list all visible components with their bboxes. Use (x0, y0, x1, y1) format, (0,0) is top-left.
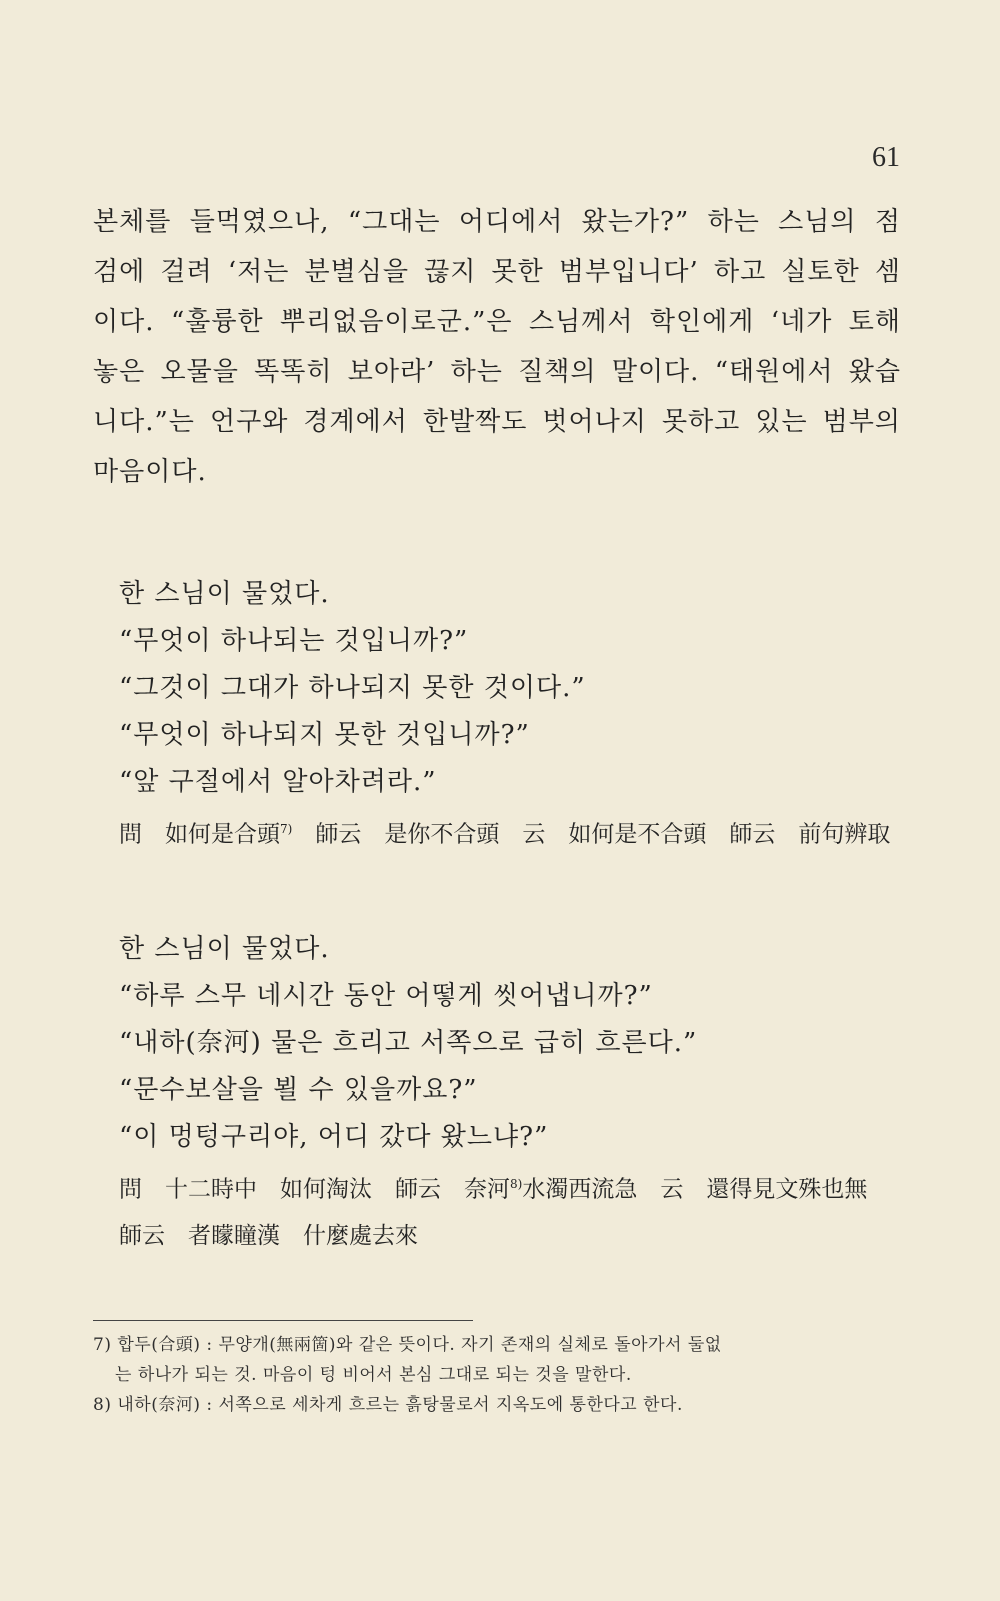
dialog-line: “하루 스무 네시간 동안 어떻게 씻어냅니까?” (119, 981, 653, 1011)
dialog-line: “무엇이 하나되지 못한 것입니까?” (119, 720, 530, 750)
footnote-7: 7) 합두(合頭) : 무양개(無兩箇)와 같은 뜻이다. 자기 존재의 실체로 돌아가서 둘없 (93, 1335, 722, 1355)
dialog-section-1 (93, 571, 901, 858)
dialog-line: 한 스님이 물었다. (119, 579, 330, 609)
hanja-original-text: 問 十二時中 如何淘汰 師云 奈河$^{8)}$水濁西流急 云 還得見文殊也無 (119, 1176, 868, 1203)
paragraph-line: 이다. “훌륭한 뿌리없음이로군.”은 스님께서 학인에게 ‘네가 토해 (93, 307, 901, 337)
hanja-original-text: 問 如何是合頭$^{7)}$ 師云 是你不合頭 云 如何是不合頭 師云 前句辨取 (119, 821, 891, 848)
dialog-line: “앞 구절에서 알아차려라.” (119, 767, 437, 797)
dialog-line: “내하(奈河) 물은 흐리고 서쪽으로 급히 흐른다.” (119, 1028, 698, 1058)
paragraph-line: 니다.”는 언구와 경계에서 한발짝도 벗어나지 못하고 있는 범부의 (93, 407, 901, 437)
footnote-7-cont: 는 하나가 되는 것. 마음이 텅 비어서 본심 그대로 되는 것을 말한다. (115, 1365, 632, 1385)
footnote-divider (93, 1320, 473, 1321)
footnotes (93, 1330, 903, 1420)
dialog-line: 한 스님이 물었다. (119, 934, 330, 964)
hanja-original-text: 師云 者矇瞳漢 什麼處去來 (119, 1222, 418, 1249)
footnote-8: 8) 내하(奈河) : 서쪽으로 세차게 흐르는 흙탕물로서 지옥도에 통한다고 한다. (93, 1395, 683, 1415)
main-paragraph (93, 197, 901, 497)
footnote-ref: 7) (280, 822, 293, 836)
dialog-section-2 (93, 926, 901, 1259)
paragraph-line: 본체를 들먹였으나, “그대는 어디에서 왔는가?” 하는 스님의 점 (93, 207, 901, 237)
dialog-line: “문수보살을 뵐 수 있을까요?” (119, 1075, 478, 1105)
paragraph-line: 마음이다. (93, 457, 207, 487)
paragraph-line: 놓은 오물을 똑똑히 보아라’ 하는 질책의 말이다. “태원에서 왔습 (93, 357, 901, 387)
dialog-line: “이 멍텅구리야, 어디 갔다 왔느냐?” (119, 1122, 549, 1152)
page-number: 61 (872, 142, 900, 173)
paragraph-line: 검에 걸려 ‘저는 분별심을 끊지 못한 범부입니다’ 하고 실토한 셈 (93, 257, 901, 287)
dialog-line: “그것이 그대가 하나되지 못한 것이다.” (119, 673, 586, 703)
dialog-line: “무엇이 하나되는 것입니까?” (119, 626, 469, 656)
footnote-ref: 8) (510, 1177, 523, 1191)
